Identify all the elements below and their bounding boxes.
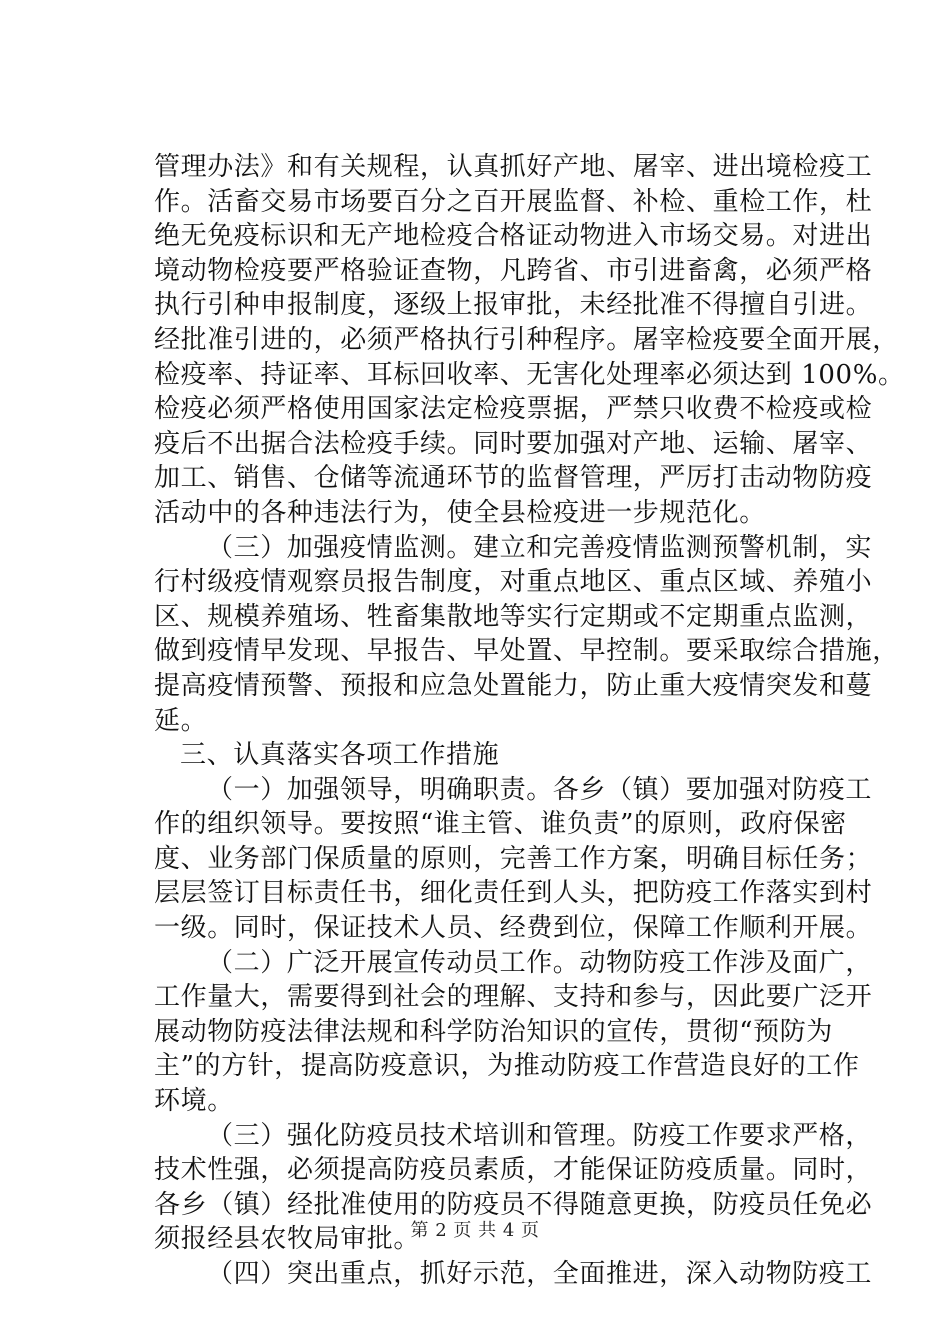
body-line-10: 加工、销售、仓储等流通环节的监督管理，严厉打击动物防疫 xyxy=(154,463,873,494)
body-line-21: 度、业务部门保质量的原则，完善工作方案，明确目标任务； xyxy=(154,843,873,874)
body-line-30: 技术性强，必须提高防疫员素质，才能保证防疫质量。同时， xyxy=(154,1155,873,1186)
paragraph-start-line: （四）突出重点，抓好示范，全面推进，深入动物防疫工 xyxy=(207,1259,873,1289)
body-line-14: 区、规模养殖场、牲畜集散地等实行定期或不定期重点监测， xyxy=(154,601,873,632)
body-line-16: 提高疫情预警、预报和应急处置能力，防止重大疫情突发和蔓 xyxy=(154,670,873,701)
body-line-22: 层层签订目标责任书，细化责任到人头，把防疫工作落实到村 xyxy=(154,878,873,909)
body-line-17: 延。 xyxy=(154,705,208,736)
body-line-11: 活动中的各种违法行为，使全县检疫进一步规范化。 xyxy=(154,497,766,528)
body-line-25: 工作量大，需要得到社会的理解、支持和参与，因此要广泛开 xyxy=(154,982,873,1013)
body-line-2: 作。活畜交易市场要百分之百开展监督、补检、重检工作，杜 xyxy=(154,186,873,217)
body-line-3: 绝无免疫标识和无产地检疫合格证动物进入市场交易。对进出 xyxy=(154,221,873,252)
body-line-31: 各乡（镇）经批准使用的防疫员不得随意更换，防疫员任免必 xyxy=(154,1189,873,1220)
document-body xyxy=(154,150,905,1292)
body-line-13: 行村级疫情观察员报告制度，对重点地区、重点区域、养殖小 xyxy=(154,567,873,598)
body-line-7: 检疫率、持证率、耳标回收率、无害化处理率必须达到 100%。 xyxy=(154,359,905,390)
section-heading: 三、认真落实各项工作措施 xyxy=(180,740,500,771)
body-line-20: 作的组织领导。要按照“谁主管、谁负责”的原则，政府保密 xyxy=(154,809,847,840)
body-line-28: 环境。 xyxy=(154,1086,234,1117)
body-line-1: 管理办法》和有关规程，认真抓好产地、屠宰、进出境检疫工 xyxy=(154,152,873,182)
body-line-6: 经批准引进的，必须严格执行引种程序。屠宰检疫要全面开展， xyxy=(154,324,899,355)
body-line-8: 检疫必须严格使用国家法定检疫票据，严禁只收费不检疫或检 xyxy=(154,394,873,425)
body-line-5: 执行引种申报制度，逐级上报审批，未经批准不得擅自引进。 xyxy=(154,290,873,321)
body-line-32: 须报经县农牧局审批。 xyxy=(154,1224,421,1255)
body-line-15: 做到疫情早发现、早报告、早处置、早控制。要采取综合措施， xyxy=(154,636,899,667)
body-line-27: 主”的方针，提高防疫意识，为推动防疫工作营造良好的工作 xyxy=(154,1051,860,1082)
paragraph-start-line: （二）广泛开展宣传动员工作。动物防疫工作涉及面广， xyxy=(207,947,873,978)
body-line-23: 一级。同时，保证技术人员、经费到位，保障工作顺利开展。 xyxy=(154,913,873,944)
page-number-footer: 第 2 页 共 4 页 xyxy=(410,1220,540,1241)
body-line-26: 展动物防疫法律法规和科学防治知识的宣传，贯彻“预防为 xyxy=(154,1016,833,1047)
body-line-4: 境动物检疫要严格验证查物，凡跨省、市引进畜禽，必须严格 xyxy=(154,255,873,286)
body-line-9: 疫后不出据合法检疫手续。同时要加强对产地、运输、屠宰、 xyxy=(154,428,873,459)
paragraph-start-line: （一）加强领导，明确职责。各乡（镇）要加强对防疫工 xyxy=(207,774,873,805)
paragraph-start-line: （三）强化防疫员技术培训和管理。防疫工作要求严格， xyxy=(207,1120,873,1151)
paragraph-start-line: （三）加强疫情监测。建立和完善疫情监测预警机制，实 xyxy=(207,532,873,563)
